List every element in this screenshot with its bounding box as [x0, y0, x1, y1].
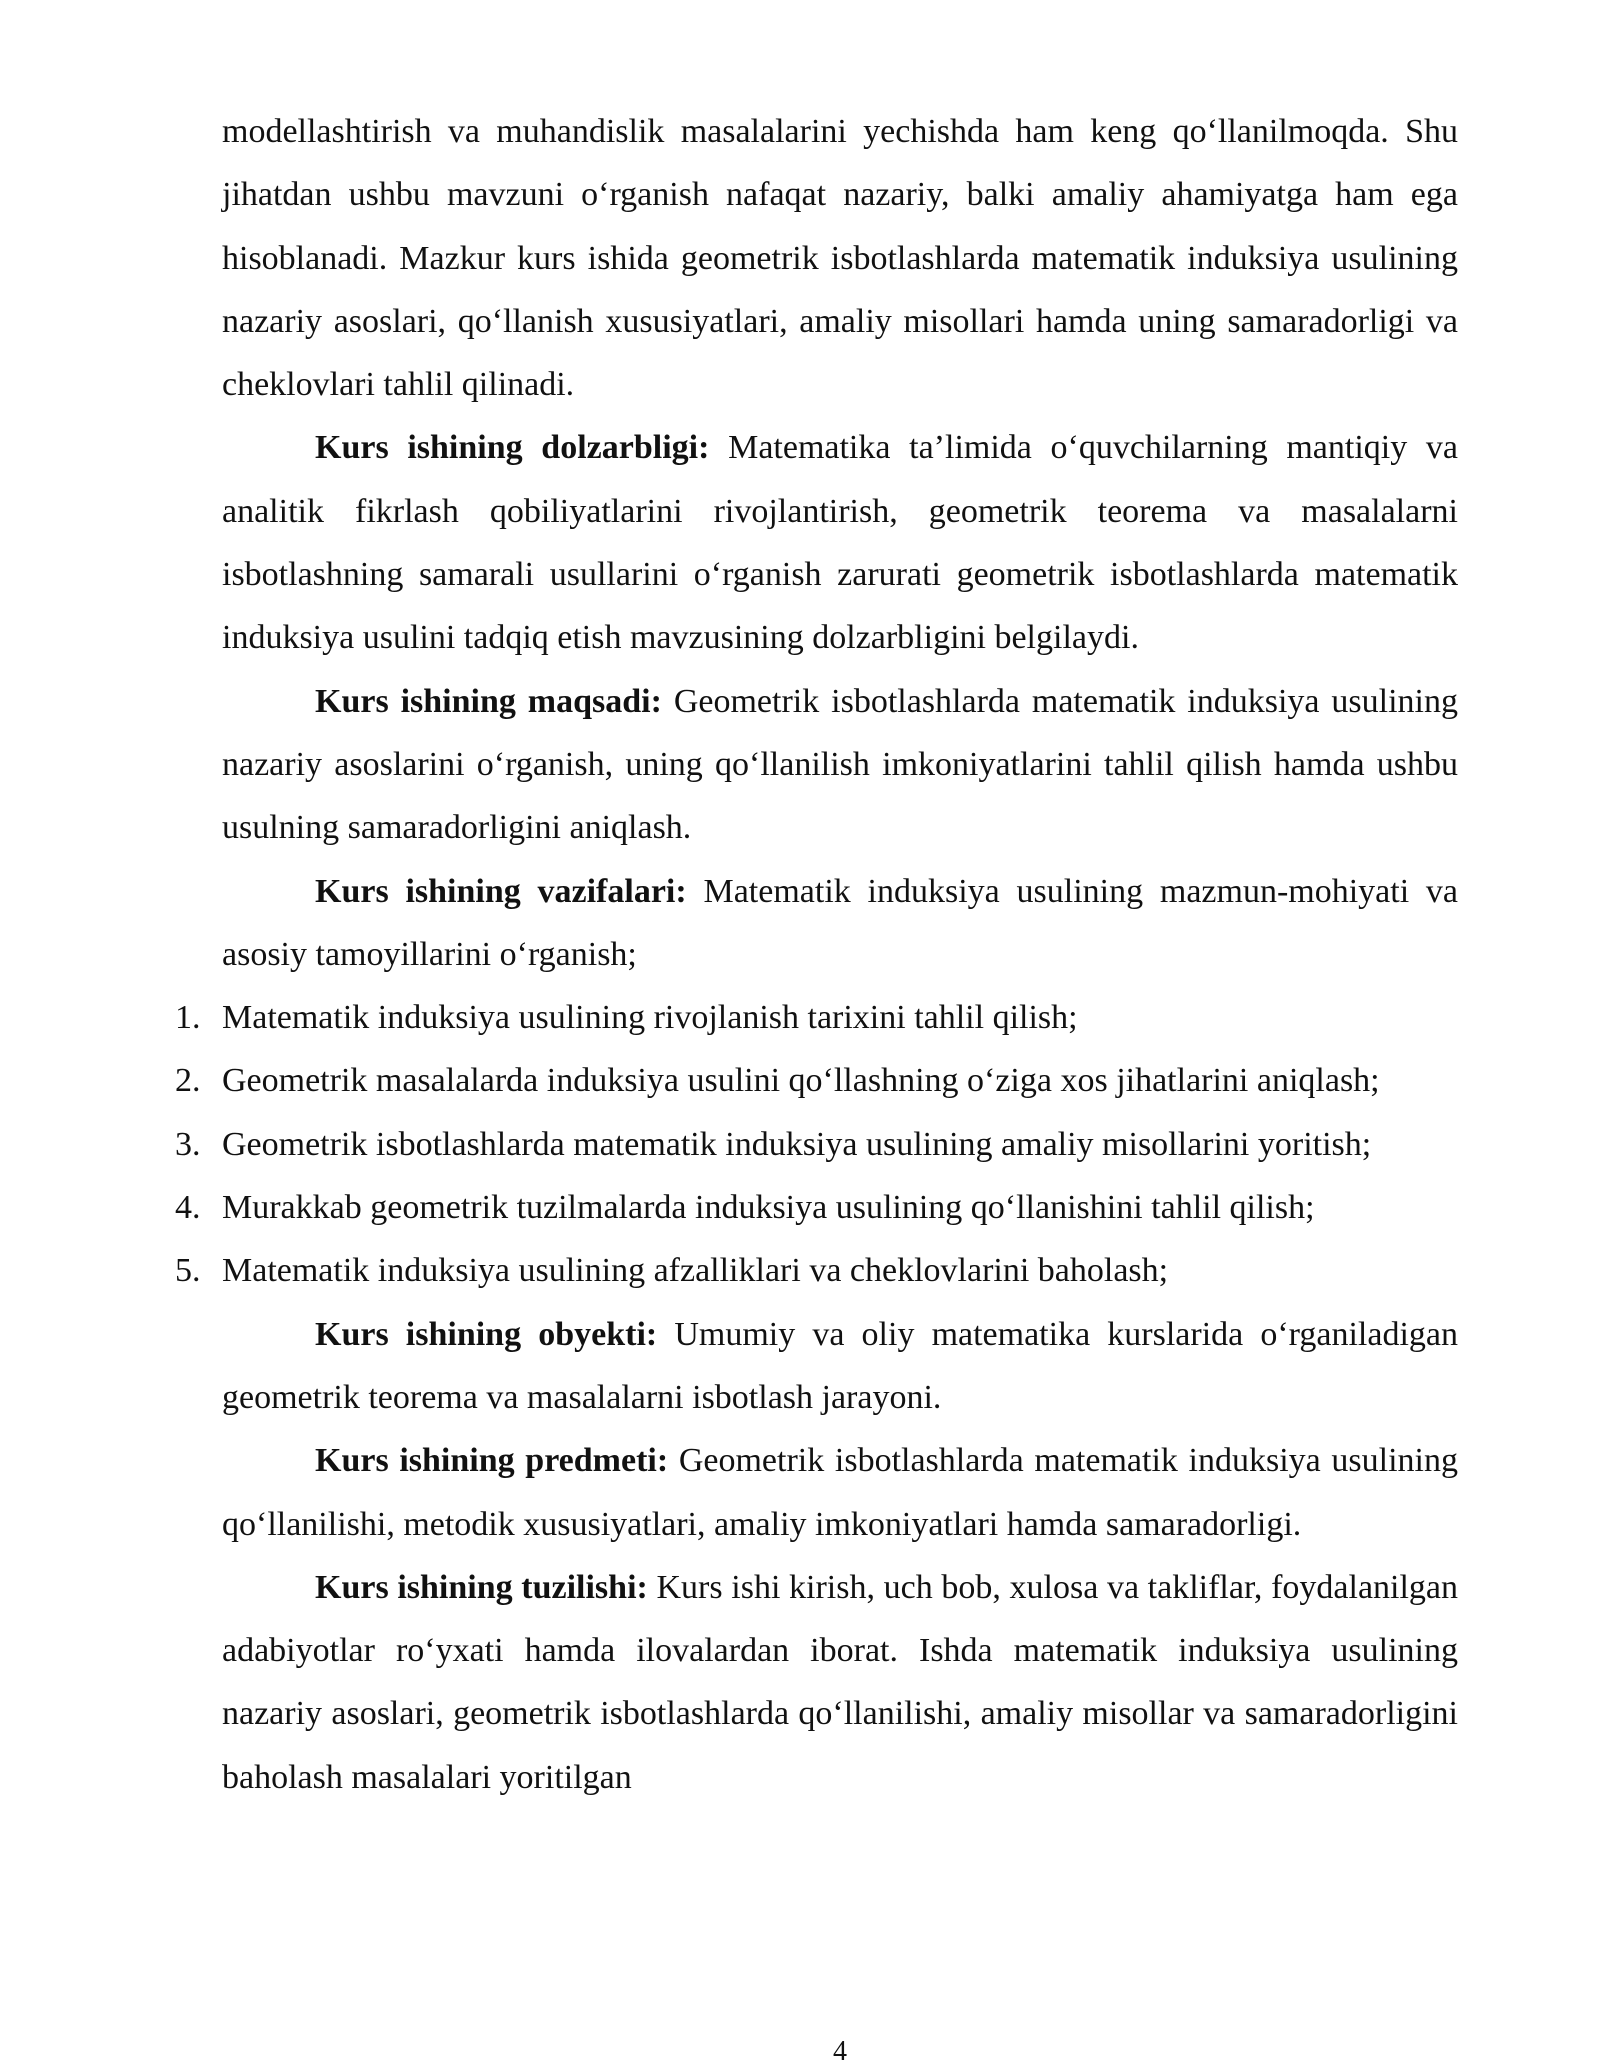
list-item — [175, 1113, 1458, 1176]
goal-heading: Kurs ishining maqsadi: — [315, 682, 662, 720]
list-item-number: 2. — [175, 1062, 201, 1100]
list-item-text: Geometrik masalalarda induksiya usulini qo‘llashning o‘ziga xos jihatlarini aniqlash; — [222, 1062, 1380, 1100]
list-item-number: 3. — [175, 1125, 201, 1163]
list-item-number: 5. — [175, 1252, 201, 1290]
structure-text: Kurs ishi kirish, uch bob, xulosa va takliflar, foydalanilgan adabiyotlar ro‘yxati hamda ilovalardan iborat. Ishda matematik induksiya usulining nazariy asoslari, geometrik isbotlashlarda qo‘llanilishi, amaliy misollar va samaradorligini baholash masalalari yoritilgan — [222, 1568, 1459, 1796]
tasks-text: Matematik induksiya usulining mazmun-mohiyati va asosiy tamoyillarini o‘rganish; — [222, 872, 1459, 973]
relevance-heading: Kurs ishining dolzarbligi: — [315, 429, 710, 467]
object-text: Umumiy va oliy matematika kurslarida o‘rganiladigan geometrik teorema va masalalarni isbotlash jarayoni. — [222, 1315, 1458, 1416]
goal-text: Geometrik isbotlashlarda matematik induksiya usulining nazariy asoslarini o‘rganish, uning qo‘llanilish imkoniyatlarini tahlil qilish hamda ushbu usulning samaradorligini aniqlash. — [222, 682, 1458, 847]
subject-text: Geometrik isbotlashlarda matematik induksiya usulining qo‘llanilishi, metodik xususiyatlari, amaliy imkoniyatlari hamda samaradorligi. — [222, 1442, 1458, 1543]
list-item — [175, 1176, 1458, 1239]
intro-paragraph: modellashtirish va muhandislik masalalarini yechishda ham keng qo‘llanilmoqda. Shu jihatdan ushbu mavzuni o‘rganish nafaqat nazariy, balki amaliy ahamiyatga ham ega hisoblanadi. Mazkur kurs ishida geometrik isbotlashlarda matematik induksiya usulining nazariy asoslari, qo‘llanish xususiyatlari, amaliy misollari hamda uning samaradorligi va cheklovlari tahlil qilinadi. — [222, 113, 1458, 404]
structure-paragraph — [222, 1556, 1458, 1809]
list-item-number: 4. — [175, 1189, 201, 1227]
tasks-list — [175, 986, 1458, 1302]
relevance-text: Matematika ta’limida o‘quvchilarning mantiqiy va analitik fikrlash qobiliyatlarini rivojlantirish, geometrik teorema va masalalarni isbotlashning samarali usullarini o‘rganish zarurati geometrik isbotlashlarda matematik induksiya usulini tadqiq etish mavzusining dolzarbligini belgilaydi. — [222, 429, 1458, 657]
structure-heading: Kurs ishining tuzilishi: — [315, 1568, 648, 1606]
list-item-text: Geometrik isbotlashlarda matematik induksiya usulining amaliy misollarini yoritish; — [222, 1125, 1372, 1163]
list-item — [175, 1049, 1458, 1112]
goal-paragraph — [222, 670, 1458, 860]
list-item-text: Matematik induksiya usulining afzalliklari va cheklovlarini baholash; — [222, 1252, 1169, 1290]
subject-heading: Kurs ishining predmeti: — [315, 1442, 669, 1480]
tasks-heading: Kurs ishining vazifalari: — [315, 872, 687, 910]
list-item — [175, 1239, 1458, 1302]
subject-paragraph — [222, 1429, 1458, 1556]
tasks-paragraph — [222, 860, 1458, 987]
list-item — [175, 986, 1458, 1049]
object-heading: Kurs ishining obyekti: — [315, 1315, 658, 1353]
page-number: 4 — [833, 2036, 847, 2067]
list-item-text: Matematik induksiya usulining rivojlanish tarixini tahlil qilish; — [222, 999, 1078, 1037]
object-paragraph — [222, 1303, 1458, 1430]
list-item-text: Murakkab geometrik tuzilmalarda induksiya usulining qo‘llanishini tahlil qilish; — [222, 1189, 1315, 1227]
page-body — [175, 100, 1459, 1809]
list-item-number: 1. — [175, 999, 201, 1037]
relevance-paragraph — [222, 416, 1458, 669]
